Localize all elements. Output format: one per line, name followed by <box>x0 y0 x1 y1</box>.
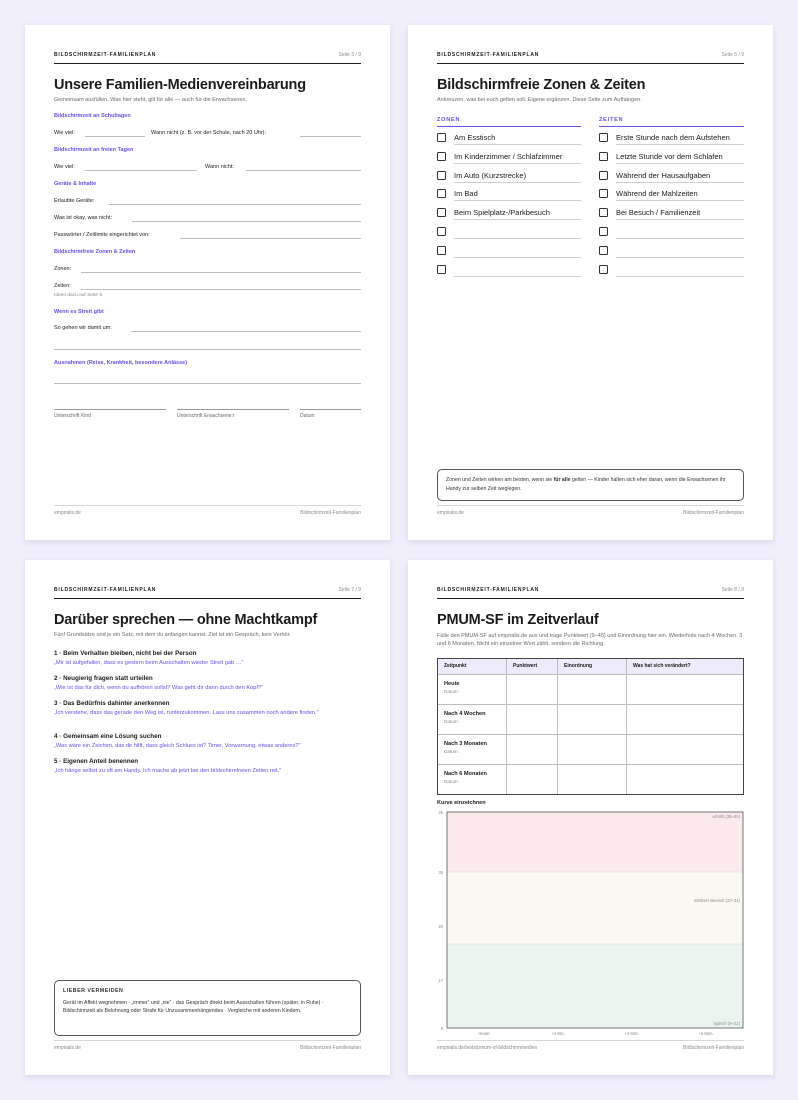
row-label: Nach 6 Monaten <box>444 771 487 777</box>
checkbox[interactable] <box>599 208 608 217</box>
checkbox[interactable] <box>599 171 608 180</box>
band-label: erhöht (35–45) <box>712 814 740 819</box>
tip-heading: 4 · Gemeinsam eine Lösung suchen <box>54 733 162 740</box>
zones-item[interactable] <box>437 149 581 168</box>
times-item[interactable] <box>599 262 744 281</box>
section-heading-conflict: Wenn es Streit gibt <box>54 309 104 315</box>
zones-item-label: Beim Spielplatz-/Parkbesuch <box>454 208 550 218</box>
label-passwords: Passwörter / Zeitlimits eingerichtet von: <box>54 232 150 238</box>
times-item-label: Während der Hausaufgaben <box>616 170 711 180</box>
page-darueber-sprechen <box>25 560 390 1075</box>
page-header <box>437 52 744 64</box>
row-label: Heute <box>444 681 460 687</box>
zones-item-line <box>454 182 581 183</box>
label-zeiten: Zeiten: <box>54 283 71 289</box>
times-item-line <box>616 219 744 220</box>
section-heading-zones: Bildschirmfreie Zonen & Zeiten <box>54 249 136 255</box>
header-brand: BILDSCHIRMZEIT-FAMILIENPLAN <box>437 52 540 58</box>
score-cell[interactable] <box>507 675 558 704</box>
label-wann-nicht-school: Wann nicht (z. B. vor der Schule, nach 20 Uhr): <box>151 130 267 136</box>
classification-cell[interactable] <box>558 765 627 794</box>
label-zonen: Zonen: <box>54 266 72 272</box>
times-item-label: Bei Besuch / Familienzeit <box>616 208 701 218</box>
checkbox[interactable] <box>437 208 446 217</box>
zones-item[interactable] <box>437 186 581 205</box>
times-item-line[interactable] <box>616 276 744 277</box>
zones-item-label: Im Kinderzimmer / Schlafzimmer <box>454 151 563 161</box>
y-tick-label: 45 <box>438 810 443 815</box>
info-text-bold: für alle <box>553 477 571 483</box>
tip-heading: 3 · Das Bedürfnis dahinter anerkennen <box>54 700 170 707</box>
section-heading-free-days: Bildschirmzeit an freien Tagen <box>54 147 134 153</box>
signature-adult[interactable]: Unterschrift Erwachsene:r <box>177 409 289 419</box>
checkbox[interactable] <box>437 265 446 274</box>
y-tick-label: 17 <box>438 978 443 983</box>
field-devices[interactable] <box>109 204 361 205</box>
table-row <box>438 735 743 765</box>
band-1 <box>447 872 743 944</box>
table-row <box>438 765 743 794</box>
page-pmum-zeitverlauf <box>408 560 773 1075</box>
field-wann-nicht-school[interactable] <box>300 136 361 137</box>
footer-title: Bildschirmzeit-Familienplan <box>300 1045 361 1051</box>
tip-quote: „Wie ist das für dich, wenn du aufhören sollst? Was geht dir dann durch den Kopf?“ <box>54 685 264 691</box>
info-box <box>437 469 744 501</box>
field-okay[interactable] <box>132 221 361 222</box>
checkbox[interactable] <box>599 152 608 161</box>
zones-item[interactable] <box>437 243 581 262</box>
field-wie-viel-free[interactable] <box>85 170 197 171</box>
header-brand: BILDSCHIRMZEIT-FAMILIENPLAN <box>437 587 540 593</box>
table-header-cell: Zeitpunkt <box>438 659 507 674</box>
page-title: Unsere Familien-Medienvereinbarung <box>54 77 306 93</box>
row-label-cell <box>438 765 507 794</box>
classification-cell[interactable] <box>558 705 627 734</box>
page-title: Bildschirmfreie Zonen & Zeiten <box>437 77 646 93</box>
section-heading-school: Bildschirmzeit an Schultagen <box>54 113 131 119</box>
checkbox[interactable] <box>437 189 446 198</box>
checkbox[interactable] <box>437 171 446 180</box>
times-item-label: Letzte Stunde vor dem Schlafen <box>616 151 723 161</box>
changes-cell[interactable] <box>627 675 743 704</box>
band-label: typisch (9–22) <box>713 1021 740 1026</box>
footer-title: Bildschirmzeit-Familienplan <box>683 510 744 516</box>
page-title: PMUM-SF im Zeitverlauf <box>437 612 599 628</box>
page-number: Seite 7 / 9 <box>338 587 361 593</box>
section-heading-devices: Geräte & Inhalte <box>54 181 97 187</box>
page-title: Darüber sprechen — ohne Machtkampf <box>54 612 318 628</box>
signature-date[interactable]: Datum <box>300 409 361 419</box>
checkbox[interactable] <box>599 189 608 198</box>
footer-url: empiralis.de/tests/pmum-sf-bildschirmmedien <box>437 1045 538 1051</box>
tip-quote: „Mir ist aufgefallen, dass es gestern beim Ausschalten wieder Streit gab …“ <box>54 660 244 666</box>
zones-item-label: Im Auto (Kurzstrecke) <box>454 170 527 180</box>
table-header-cell: Punktwert <box>507 659 558 674</box>
label-wie-viel-school: Wie viel: <box>54 130 75 136</box>
tip-heading: 2 · Neugierig fragen statt urteilen <box>54 675 153 682</box>
zones-item[interactable] <box>437 130 581 149</box>
page-number: Seite 8 / 9 <box>721 587 744 593</box>
zones-item[interactable] <box>437 205 581 224</box>
header-brand: BILDSCHIRMZEIT-FAMILIENPLAN <box>54 587 157 593</box>
page-subtitle: Fülle den PMUM-SF auf empiralis.de aus und trage Punktwert (9–45) und Einordnung hier ein. Wiederhole nach 4 Wochen, 3 und 6 Monaten. Nicht ein einzelner Wert zählt, sondern die Richtung. <box>437 633 743 647</box>
zones-item-line[interactable] <box>454 238 581 239</box>
zones-item-line <box>454 200 581 201</box>
footer-site: empiralis.de <box>54 510 81 516</box>
checkbox[interactable] <box>437 133 446 142</box>
field-exceptions[interactable] <box>54 383 361 384</box>
row-date-label: Datum: <box>444 779 459 784</box>
page-number: Seite 3 / 9 <box>338 52 361 58</box>
times-item[interactable] <box>599 130 744 149</box>
zones-item-line <box>454 144 581 145</box>
column-heading-zones: ZONEN <box>437 117 581 127</box>
score-chart[interactable] <box>430 810 750 1042</box>
changes-cell[interactable] <box>627 765 743 794</box>
page-footer <box>437 1040 744 1050</box>
table-header-cell: Was hat sich verändert? <box>627 659 743 674</box>
zones-item-line[interactable] <box>454 257 581 258</box>
zones-item[interactable] <box>437 168 581 187</box>
times-item-line <box>616 163 744 164</box>
times-item-line <box>616 200 744 201</box>
row-label: Nach 4 Wochen <box>444 711 486 717</box>
checkbox[interactable] <box>599 246 608 255</box>
header-brand: BILDSCHIRMZEIT-FAMILIENPLAN <box>54 52 157 58</box>
zones-item-line <box>454 219 581 220</box>
times-item[interactable] <box>599 186 744 205</box>
x-tick-label: Heute <box>478 1031 490 1036</box>
field-so-gehen-line2[interactable] <box>54 349 361 350</box>
checkbox[interactable] <box>437 227 446 236</box>
zones-item[interactable] <box>437 262 581 281</box>
zones-item-line <box>454 163 581 164</box>
avoid-box <box>54 980 361 1036</box>
y-tick-label: 9 <box>440 1026 443 1031</box>
times-item-line <box>616 144 744 145</box>
times-item[interactable] <box>599 243 744 262</box>
field-wann-nicht-free[interactable] <box>246 170 361 171</box>
row-date-label: Datum: <box>444 749 459 754</box>
zones-item-line[interactable] <box>454 276 581 277</box>
label-devices: Erlaubte Geräte: <box>54 198 95 204</box>
page-bildschirmfreie-zonen <box>408 25 773 540</box>
page-footer <box>437 505 744 515</box>
classification-cell[interactable] <box>558 735 627 764</box>
zones-item-label: Im Bad <box>454 189 478 199</box>
times-item-line[interactable] <box>616 257 744 258</box>
zones-item-label: Am Esstisch <box>454 133 496 142</box>
times-item-line[interactable] <box>616 238 744 239</box>
times-item[interactable] <box>599 205 744 224</box>
footer-title: Bildschirmzeit-Familienplan <box>300 510 361 516</box>
page-number: Seite 5 / 9 <box>721 52 744 58</box>
checkbox[interactable] <box>599 227 608 236</box>
pmum-table <box>437 658 744 795</box>
label-okay: Was ist okay, was nicht: <box>54 215 113 221</box>
page-footer <box>54 1040 361 1050</box>
footer-site: empiralis.de <box>437 510 464 516</box>
times-item[interactable] <box>599 224 744 243</box>
times-item[interactable] <box>599 149 744 168</box>
classification-cell[interactable] <box>558 675 627 704</box>
section-heading-exceptions: Ausnahmen (Reise, Krankheit, besondere Anlässe) <box>54 360 188 366</box>
x-tick-label: +6 Mon. <box>698 1031 714 1036</box>
tip-quote: „Was wäre ein Zeichen, das dir hilft, dass gleich Schluss ist? Timer, Vorwarnung, etwas anderes?“ <box>54 743 301 749</box>
field-so-gehen[interactable] <box>131 331 361 332</box>
info-text-1: Zonen und Zeiten wirken am besten, wenn sie <box>446 477 554 483</box>
checkbox[interactable] <box>599 133 608 142</box>
label-so-gehen: So gehen wir damit um: <box>54 325 112 331</box>
zones-item[interactable] <box>437 224 581 243</box>
page-header <box>54 587 361 599</box>
y-tick-label: 26 <box>438 924 443 929</box>
times-item[interactable] <box>599 168 744 187</box>
field-zonen[interactable] <box>81 272 361 273</box>
tip-heading: 5 · Eigenen Anteil benennen <box>54 758 139 765</box>
label-wie-viel-free: Wie viel: <box>54 164 75 170</box>
info-text-2: gelten — Kinder halten sich eher daran, wenn die Erwachsenen ihr Handy zur selben Zeit weglegen. <box>446 477 726 492</box>
page-header <box>54 52 361 64</box>
row-date-label: Datum: <box>444 689 459 694</box>
band-2 <box>447 944 743 1028</box>
table-header-row <box>438 659 743 675</box>
band-0 <box>447 812 743 872</box>
page-subtitle: Gemeinsam ausfüllen. Was hier steht, gilt für alle — auch für die Erwachsenen. <box>54 97 247 103</box>
tip-quote: „Ich verstehe, dass das gerade den Weg ist, runterzukommen. Lass uns zusammen noch andere finden.“ <box>54 710 319 716</box>
tip-quote: „Ich hänge selbst zu oft am Handy. Ich mache ab jetzt bei den bildschirmfreien Zeiten mit.“ <box>54 768 281 774</box>
table-header-cell: Einordnung <box>558 659 627 674</box>
y-tick-label: 35 <box>438 870 443 875</box>
band-label: mittlerer Bereich (23–34) <box>693 898 740 903</box>
row-label-cell <box>438 705 507 734</box>
page-footer <box>54 505 361 515</box>
x-tick-label: +3 Mon. <box>624 1031 640 1036</box>
page-subtitle: Fünf Grundsätze und je ein Satz, mit dem du anfangen kannst. Ziel ist ein Gespräch, kein Verhör. <box>54 632 291 638</box>
checkbox[interactable] <box>437 246 446 255</box>
times-item-line <box>616 182 744 183</box>
field-zeiten[interactable] <box>81 289 361 290</box>
row-label-cell <box>438 675 507 704</box>
label-wann-nicht-free: Wann nicht: <box>205 164 234 170</box>
field-wie-viel-school[interactable] <box>85 136 145 137</box>
checkbox[interactable] <box>599 265 608 274</box>
page-medienvereinbarung <box>25 25 390 540</box>
x-tick-label: +4 Wo. <box>551 1031 565 1036</box>
avoid-text: Gerät im Affekt wegnehmen · „immer“ und „nie“ · das Gespräch direkt beim Ausschalten führen (später, in Ruhe) · Bildschirmzeit als Belohnung oder Strafe für Unzusammenhängendes · Vergleiche mit anderen Kindern. <box>63 999 324 1014</box>
table-row <box>438 675 743 705</box>
avoid-title: LIEBER VERMEIDEN <box>63 988 124 994</box>
times-item-label: Während der Mahlzeiten <box>616 189 698 199</box>
page-subtitle: Ankreuzen, was bei euch gelten soll. Eigene ergänzen. Diese Seite zum Aufhängen. <box>437 97 642 103</box>
changes-cell[interactable] <box>627 705 743 734</box>
tip-heading: 1 · Beim Verhalten bleiben, nicht bei der Person <box>54 650 197 657</box>
checkbox[interactable] <box>437 152 446 161</box>
page-header <box>437 587 744 599</box>
score-cell[interactable] <box>507 735 558 764</box>
footer-title: Bildschirmzeit-Familienplan <box>683 1045 744 1051</box>
row-date-label: Datum: <box>444 719 459 724</box>
score-cell[interactable] <box>507 705 558 734</box>
table-row <box>438 705 743 735</box>
column-heading-times: ZEITEN <box>599 117 744 127</box>
row-label: Nach 3 Monaten <box>444 741 487 747</box>
times-item-label: Erste Stunde nach dem Aufstehen <box>616 133 730 142</box>
signature-child[interactable]: Unterschrift Kind <box>54 409 166 419</box>
footer-site: empiralis.de <box>54 1045 81 1051</box>
chart-title: Kurve einzeichnen <box>437 800 486 806</box>
field-passwords[interactable] <box>180 238 361 239</box>
row-label-cell <box>438 735 507 764</box>
ideas-note: Ideen dazu auf Seite 5. <box>54 293 104 298</box>
changes-cell[interactable] <box>627 735 743 764</box>
score-cell[interactable] <box>507 765 558 794</box>
